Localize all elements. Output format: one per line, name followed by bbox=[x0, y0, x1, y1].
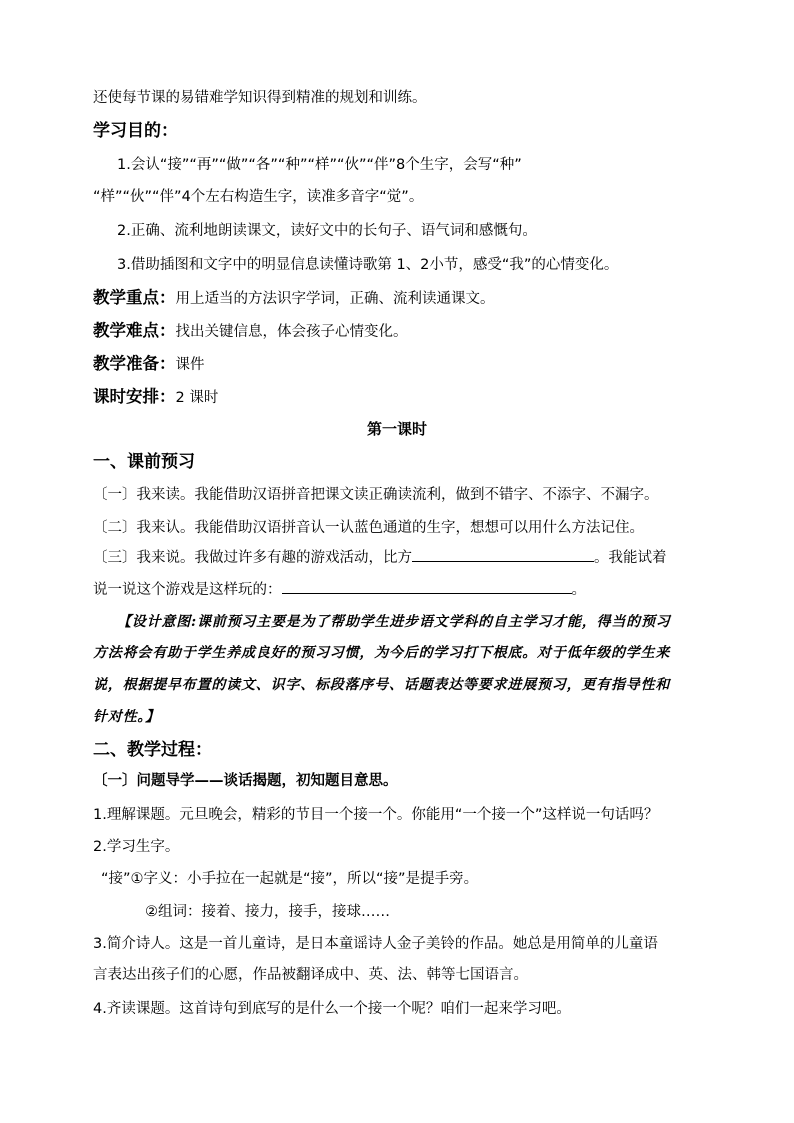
preview-item-3-cont bbox=[93, 578, 586, 600]
process-item-4: 4.齐读课题。这首诗句到底写的是什么一个接一个呢？咱们一起来学习吧。 bbox=[93, 1001, 571, 1017]
objective-item-2: 2.正确、流利地朗读课文，读好文中的长句子、语气词和感慨句。 bbox=[117, 223, 537, 239]
design-note-line-2: 方法将会有助于学生养成良好的预习习惯，为今后的学习打下根底。对于低年级的学生来 bbox=[93, 645, 671, 661]
intro-line: 还使每节课的易错难学知识得到精准的规划和训练。 bbox=[93, 90, 427, 106]
process-item-2: 2.学习生字。 bbox=[93, 839, 180, 855]
preview-item-3-cont-end: 。 bbox=[571, 582, 586, 598]
blank-fill-line bbox=[282, 578, 572, 594]
objective-item-1: 1.会认“接”“再”“做”“各”“种”“样”“伙”“伴”8个生字，会写“种” bbox=[117, 157, 522, 173]
preview-item-3-text: 〔三〕我来说。我做过许多有趣的游戏活动，比方 bbox=[93, 550, 412, 566]
process-item-2-meaning: “接”①字义：小手拉在一起就是“接”，所以“接”是提手旁。 bbox=[101, 871, 479, 887]
preview-item-2: 〔二〕我来认。我能借助汉语拼音认一认蓝色通道的生字，想想可以用什么方法记住。 bbox=[93, 520, 644, 536]
preview-item-1: 〔一〕我来读。我能借助汉语拼音把课文读正确读流利，做到不错字、不添字、不漏字。 bbox=[93, 487, 659, 503]
preparation-label: 教学准备： bbox=[93, 354, 176, 373]
objectives-heading: 学习目的： bbox=[93, 121, 178, 141]
preview-heading: 一、课前预习 bbox=[93, 452, 195, 472]
process-item-3-cont: 言表达出孩子们的心愿，作品被翻译成中、英、法、韩等七国语言。 bbox=[93, 967, 528, 983]
design-note-line-4: 针对性。】 bbox=[93, 709, 160, 725]
design-note-line-3: 说，根据提早布置的读文、识字、标段落序号、话题表达等要求进展预习，更有指导性和 bbox=[93, 677, 671, 693]
process-sub-1: 〔一〕问题导学——谈话揭题，初知题目意思。 bbox=[93, 773, 398, 789]
process-item-1: 1.理解课题。元旦晚会，精彩的节目一个接一个。你能用“一个接一个”这样说一句话吗？ bbox=[93, 807, 659, 823]
key-points-text: 用上适当的方法识字学词，正确、流利读通课文。 bbox=[175, 291, 495, 307]
objective-item-3: 3.借助插图和文字中的明显信息读懂诗歌第 1、2小节，感受“我”的心情变化。 bbox=[117, 257, 619, 273]
key-points-row bbox=[93, 288, 495, 309]
process-heading: 二、教学过程： bbox=[93, 740, 212, 760]
blank-fill-line bbox=[412, 546, 594, 562]
schedule-text: 2 课时 bbox=[175, 390, 219, 406]
process-item-3: 3.简介诗人。这是一首儿童诗，是日本童谣诗人金子美铃的作品。她总是用简单的儿童语 bbox=[93, 936, 658, 952]
schedule-row bbox=[93, 387, 218, 408]
key-points-label: 教学重点： bbox=[93, 288, 176, 307]
preview-item-3 bbox=[93, 546, 667, 568]
difficulties-label: 教学难点： bbox=[93, 321, 176, 340]
process-item-2-words: ②组词：接着、接力，接手，接球…… bbox=[145, 904, 390, 920]
difficulties-row bbox=[93, 321, 408, 342]
schedule-label: 课时安排： bbox=[93, 387, 176, 406]
preparation-text: 课件 bbox=[175, 357, 205, 373]
design-note-line-1: 【设计意图:课前预习主要是为了帮助学生进步语文学科的自主学习才能，得当的预习 bbox=[117, 614, 671, 630]
difficulties-text: 找出关键信息，体会孩子心情变化。 bbox=[175, 324, 408, 340]
preview-item-3-cont-text: 说一说这个游戏是这样玩的： bbox=[93, 582, 282, 598]
preview-item-3-text-end: 。我能试着 bbox=[594, 550, 667, 566]
lesson-title: 第一课时 bbox=[366, 420, 427, 438]
objective-item-1-cont: “样”“伙”“伴”4个左右构造生字，读准多音字“觉”。 bbox=[93, 189, 424, 205]
preparation-row bbox=[93, 354, 205, 375]
